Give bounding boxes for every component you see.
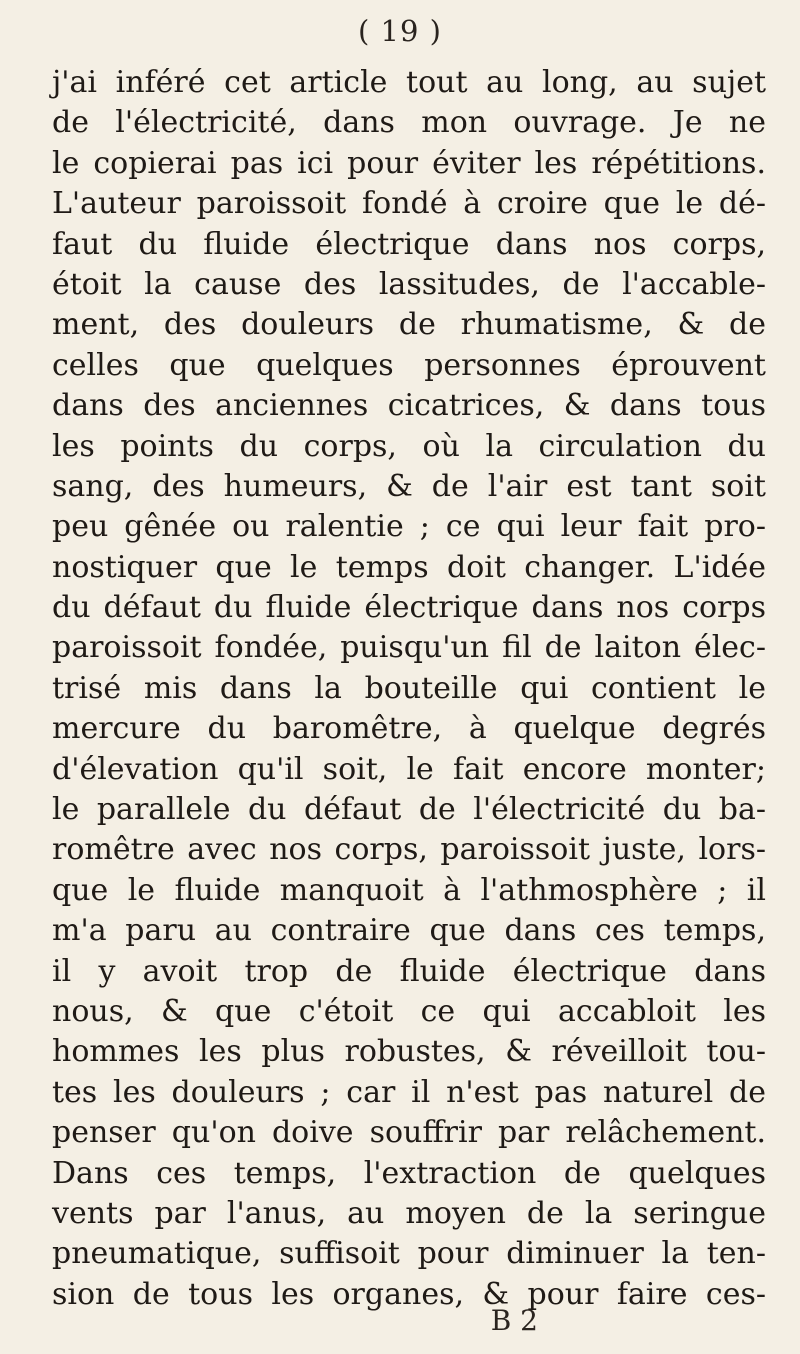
text-line: les points du corps, où la circulation du bbox=[52, 428, 766, 464]
text-line: de l'électricité, dans mon ouvrage. Je ne bbox=[52, 105, 766, 141]
body-text bbox=[52, 63, 766, 1315]
text-line: trisé mis dans la bouteille qui contient le bbox=[52, 670, 766, 706]
text-line: L'auteur paroissoit fondé à croire que le dé- bbox=[52, 186, 766, 222]
page-number: ( 19 ) bbox=[358, 14, 442, 48]
text-line: penser qu'on doive souffrir par relâchement. bbox=[52, 1115, 766, 1151]
text-line: pneumatique, suffisoit pour diminuer la ten- bbox=[52, 1236, 766, 1272]
text-line: nostiquer que le temps doit changer. L'idée bbox=[52, 549, 766, 585]
text-line: mercure du baromêtre, à quelque degrés bbox=[52, 711, 766, 747]
text-line: vents par l'anus, au moyen de la seringue bbox=[52, 1195, 766, 1231]
text-line: Dans ces temps, l'extraction de quelques bbox=[52, 1155, 766, 1191]
text-line: il y avoit trop de fluide électrique dans bbox=[52, 953, 766, 989]
text-line: peu gênée ou ralentie ; ce qui leur fait pro- bbox=[52, 509, 766, 545]
text-line: paroissoit fondée, puisqu'un fil de laiton élec- bbox=[52, 630, 766, 666]
text-line: romêtre avec nos corps, paroissoit juste, lors- bbox=[52, 832, 766, 868]
signature-mark: B 2 bbox=[490, 1304, 538, 1337]
text-line: celles que quelques personnes éprouvent bbox=[52, 347, 766, 383]
text-line: que le fluide manquoit à l'athmosphère ; il bbox=[52, 872, 766, 908]
text-line: nous, & que c'étoit ce qui accabloit les bbox=[52, 993, 766, 1029]
text-line: tes les douleurs ; car il n'est pas naturel de bbox=[52, 1074, 766, 1110]
text-line: étoit la cause des lassitudes, de l'accable- bbox=[52, 266, 766, 302]
text-line: sion de tous les organes, & pour faire ces- bbox=[52, 1276, 766, 1312]
text-line: m'a paru au contraire que dans ces temps, bbox=[52, 913, 766, 949]
text-line: ment, des douleurs de rhumatisme, & de bbox=[52, 307, 766, 343]
text-line: dans des anciennes cicatrices, & dans tous bbox=[52, 388, 766, 424]
text-line: j'ai inféré cet article tout au long, au sujet bbox=[52, 65, 766, 100]
text-line: le parallele du défaut de l'électricité du ba- bbox=[52, 792, 766, 828]
text-line: sang, des humeurs, & de l'air est tant soit bbox=[52, 468, 766, 504]
text-line: du défaut du fluide électrique dans nos corps bbox=[52, 590, 766, 626]
text-line: le copierai pas ici pour éviter les répétitions. bbox=[52, 145, 766, 181]
text-line: d'élevation qu'il soit, le fait encore monter; bbox=[52, 751, 766, 787]
text-line: faut du fluide électrique dans nos corps, bbox=[52, 226, 766, 262]
text-line: hommes les plus robustes, & réveilloit tou- bbox=[52, 1034, 766, 1070]
